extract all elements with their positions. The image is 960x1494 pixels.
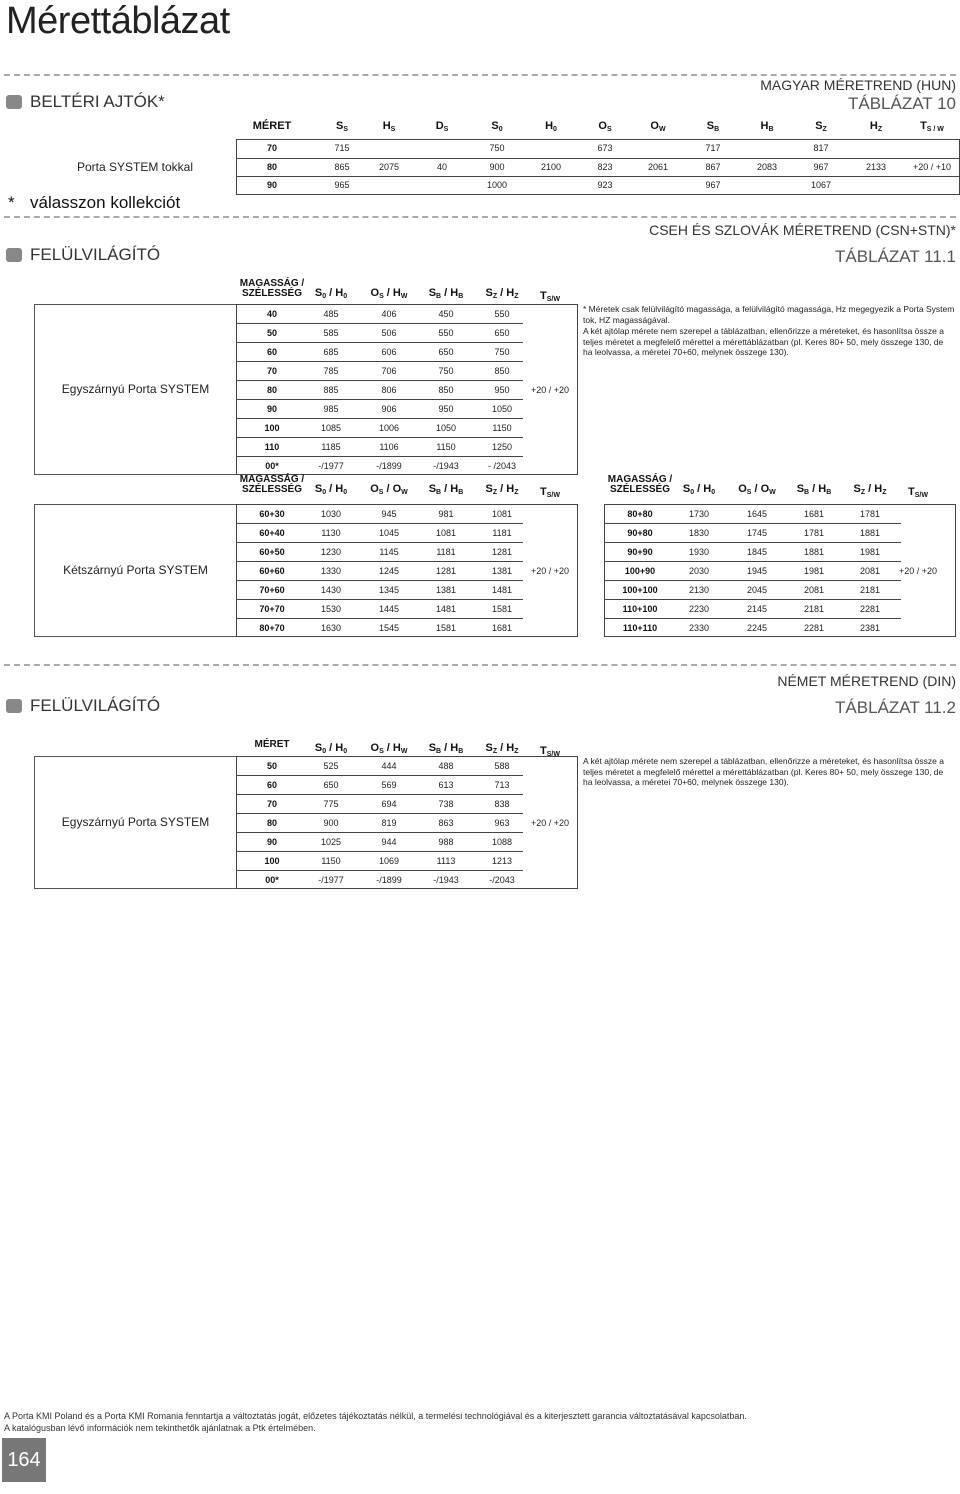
table-cell: 1088 [491,837,513,847]
row-divider [236,323,523,324]
row-divider [604,618,901,619]
footer-line: A Porta KMI Poland és a Porta KMI Romania fenntartja a változtatás jogát, előzetes tájékoztatás nélkül, a termelési technológiával és a kiterjesztett garancia változtatásával kapcsolatban. [4,1411,747,1421]
table-cell: 506 [381,328,397,338]
table-cell: 1150 [436,442,456,452]
table-cell: 1181 [492,528,512,538]
table-cell: 1745 [746,528,768,538]
column-header: $S_0 / H_0$ [682,483,716,496]
row-divider [236,523,523,524]
column-header: $S_Z / H_Z$ [485,287,519,300]
section-title: FELÜLVILÁGÍTÓ [30,696,161,715]
table-cell: 2281 [859,604,881,614]
table-cell: 650 [438,347,454,357]
column-header: MAGASSÁG / SZÉLESSÉG [239,474,305,495]
table-cell: -/1943 [433,875,459,885]
column-header: $S_0 / H_0$ [314,742,348,755]
row-divider [604,599,901,600]
table-cell: 2181 [803,604,825,614]
table-cell: 00* [265,875,279,885]
table-cell: 2281 [803,623,825,633]
table-cell: 963 [494,818,510,828]
table-cell: 2030 [688,566,710,576]
table-cell: 2133 [865,161,887,172]
table-cell: 550 [438,328,454,338]
table-cell: +20 / +20 [530,385,570,395]
table-cell: 70 [266,799,277,809]
column-header: $H_Z$ [869,120,883,133]
table-cell: 40 [266,309,277,319]
table-cell: 1481 [491,585,513,595]
row-divider [236,775,523,776]
table-cell: -/1899 [376,875,402,885]
table-cell: 850 [494,366,510,376]
table-cell: 90+80 [627,528,653,538]
footnote: * Méretek csak felülvilágító magassága, a felülvilágító magassága, Hz megegyezik a Porta System tok, HZ magasságával. [583,304,955,325]
table-cell: 717 [705,143,721,153]
table-cell: 1230 [320,547,342,557]
table-cell: 2100 [540,161,562,172]
table-cell: 1345 [378,585,400,595]
row-divider [236,870,523,871]
table-cell: 444 [381,761,397,771]
table-cell: 485 [323,309,339,319]
table-cell: 985 [323,404,339,414]
column-header: $O_S / O_W$ [738,483,776,496]
table-cell: 1981 [859,547,881,557]
column-header: $D_S$ [435,120,449,133]
table-cell: 100 [264,856,280,866]
bullet-icon [6,699,22,713]
table-cell: 2075 [378,161,400,172]
table-cell: 981 [438,509,454,519]
column-header: $O_S$ [598,120,612,133]
table-cell: 70+60 [259,585,285,595]
table-cell: 885 [323,385,339,395]
table-cell: 00* [265,461,279,471]
table-cell: 750 [494,347,510,357]
table-cell: 867 [705,161,721,172]
row-divider [236,418,523,419]
table-cell: 1681 [803,509,825,519]
table-cell: 2245 [746,623,768,633]
column-header: MÉRET [252,120,292,132]
table-cell: 588 [494,761,510,771]
column-header: $S_B$ [706,120,720,133]
table-cell: 1130 [321,528,341,538]
table-cell: 806 [381,385,397,395]
table-cell: 70 [266,366,277,376]
column-header: $O_W$ [650,120,666,133]
table-cell: 965 [334,180,350,190]
page-title: Mérettáblázat [6,0,230,42]
table-cell: 1881 [803,547,825,557]
row-divider [236,437,523,438]
section-heading [6,245,160,265]
table-cell: 488 [438,761,454,771]
section-title: FELÜLVILÁGÍTÓ [30,245,161,264]
table-cell: 945 [381,509,397,519]
table-cell: 1000 [486,180,508,190]
column-header: $S_0$ [491,120,503,133]
column-header: $S_Z / H_Z$ [485,742,519,755]
table-cell: 865 [334,161,350,172]
table-cell: 850 [438,385,454,395]
table-cell: -/1899 [376,461,402,471]
table-cell: 70+70 [259,604,285,614]
collection-note-text: válasszon kollekciót [30,193,181,212]
table-cell: - /2043 [487,461,517,471]
column-header: $H_S$ [382,120,396,133]
table-cell: 1581 [435,623,457,633]
column-header: $S_S$ [335,120,348,133]
table-cell: 1530 [320,604,342,614]
row-divider [604,542,901,543]
table-cell: 775 [323,799,339,809]
standard-label: CSEH ÉS SZLOVÁK MÉRETREND (CSN+STN)* [649,222,956,238]
table-cell: +20 / +20 [530,818,570,828]
table-cell: 60 [266,780,277,790]
table-cell: 1830 [688,528,710,538]
row-divider [236,813,523,814]
row-divider [236,851,523,852]
row-divider [236,832,523,833]
column-header: $O_S / O_W$ [370,483,408,496]
table-cell: +20 / +20 [898,566,938,576]
table-cell: -/1943 [433,461,459,471]
table-cell: 60+50 [259,547,285,557]
row-divider [604,580,901,581]
table-cell: 1067 [810,180,832,190]
table-cell: 923 [597,180,613,190]
table-cell: 450 [438,309,454,319]
table-cell: 950 [438,404,454,414]
table-cell: 1981 [803,566,825,576]
table-cell: 685 [323,347,339,357]
footer-line: A katalógusban lévő információk nem tekinthetők ajánlatnak a Ptk értelmében. [4,1423,316,1433]
table-cell: 750 [489,143,505,153]
table-cell: 863 [438,818,454,828]
page-number: 164 [2,1438,46,1482]
table-cell: 1445 [378,604,400,614]
column-header: $S_Z$ [815,120,827,133]
table-cell: 60+60 [259,566,285,576]
table-cell: 1181 [436,547,456,557]
table-cell: 1330 [320,566,342,576]
row-divider [236,380,523,381]
table-cell: 1025 [320,837,342,847]
table-cell: 80+80 [627,509,653,519]
table-cell: 90 [266,404,277,414]
column-header: MÉRET [254,739,290,750]
table-cell: 944 [381,837,397,847]
row-divider [236,542,523,543]
table-cell: 100+100 [622,585,658,595]
section-heading [6,696,160,716]
table-cell: 1645 [746,509,768,519]
column-header: MAGASSÁG / SZÉLESSÉG [239,278,305,299]
row-divider [236,176,960,177]
table-cell: 1481 [435,604,457,614]
table-cell: 713 [494,780,510,790]
table-cell: 1281 [435,566,457,576]
column-header: $H_B$ [760,120,774,133]
column-header: $S_B / H_B$ [428,287,464,300]
footnote: A két ajtólap mérete nem szerepel a táblázatban, ellenőrizze a méreteket, és hasonlítsa össze a teljes méretet a megfelelő mérettel a mérettáblázatban (pl. Keres 80+ 50, mely összege 130, de ha leolvassa, a méretei 70+60, melynek összege 130). [583,756,944,787]
table-cell: 110+110 [622,623,658,633]
table-cell: +20 / +20 [530,566,570,576]
row-divider [236,599,523,600]
table-cell: 80 [266,161,277,172]
column-header: $S_B / H_B$ [428,483,464,496]
table-cell: 60+40 [259,528,285,538]
table-cell: 613 [438,780,454,790]
column-header: MAGASSÁG / SZÉLESSÉG [607,474,673,495]
collection-note: * válasszon kollekciót [8,193,181,212]
table-cell: 819 [381,818,397,828]
row-divider [236,399,523,400]
table-cell: 1081 [435,528,457,538]
table-cell: 715 [334,143,350,153]
table-cell: -/1977 [318,461,344,471]
table-cell: 967 [705,180,721,190]
table-cell: 110+100 [622,604,658,614]
table-cell: 2181 [859,585,881,595]
table-cell: 585 [323,328,339,338]
section-title: BELTÉRI AJTÓK* [30,92,165,111]
row-divider [236,342,523,343]
table-cell: 2081 [803,585,825,595]
divider [4,74,956,76]
table-cell: 1145 [379,547,399,557]
table-cell: 900 [489,161,505,172]
table-cell: 50 [266,328,277,338]
table-cell: 1085 [320,423,342,433]
table-cell: 569 [381,780,397,790]
divider [4,216,956,218]
column-header: $S_B / H_B$ [428,742,464,755]
column-header: $S_Z / H_Z$ [853,483,887,496]
table-cell: 60 [266,347,277,357]
table-cell: 2061 [647,161,669,172]
table-cell: 1781 [803,528,825,538]
table-cell: -/1977 [318,875,344,885]
column-header: $S_Z / H_Z$ [485,483,519,496]
column-header: $S_B / H_B$ [796,483,832,496]
table-cell: 60+30 [259,509,285,519]
column-header: $O_S / H_W$ [370,287,408,300]
table-cell: 1050 [491,404,513,414]
table-cell: 2145 [746,604,768,614]
table-cell: 80 [266,818,277,828]
table-cell: 1213 [491,856,513,866]
column-header: $T_{S/W}$ [540,745,560,758]
table-cell: 1381 [435,585,457,595]
table-cell: 1430 [320,585,342,595]
section-heading [6,92,165,112]
table-cell: 1781 [859,509,881,519]
table-cell: 550 [494,309,510,319]
row-divider [236,580,523,581]
bullet-icon [6,95,22,109]
table-id: TÁBLÁZAT 11.2 [835,698,956,717]
table-cell: -/2043 [489,875,515,885]
table-cell: 673 [597,143,613,153]
table-cell: 40 [436,161,447,172]
table-cell: 1150 [492,423,512,433]
column-header: $O_S / H_W$ [370,742,408,755]
table-cell: 1381 [491,566,513,576]
footnote: A két ajtólap mérete nem szerepel a táblázatban, ellenőrizze a méreteket, és hasonlítsa össze a teljes méretet a megfelelő mérettel a mérettáblázatban (pl. Keres 80+ 50, mely összege 130, de ha leolvassa, a méretei 70+60, melynek összege 130). [583,326,944,357]
table-cell: 90+90 [627,547,653,557]
row-divider [604,561,901,562]
table-cell: 80+70 [259,623,285,633]
table-cell: 2081 [859,566,881,576]
table-cell: 650 [323,780,339,790]
table-cell: 950 [494,385,510,395]
row-group-label: Egyszárnyú Porta SYSTEM [34,304,236,475]
table-cell: 2130 [688,585,710,595]
table-cell: 650 [494,328,510,338]
table-cell: 406 [381,309,397,319]
column-header: $S_0 / H_0$ [314,287,348,300]
column-header: $T_{S / W}$ [920,120,944,133]
bullet-icon [6,248,22,262]
table-cell: 738 [438,799,454,809]
row-divider [236,794,523,795]
table-cell: 50 [266,761,277,771]
row-divider [236,561,523,562]
table-cell: 906 [381,404,397,414]
table-cell: 1030 [320,509,342,519]
row-divider [236,361,523,362]
table-cell: 823 [597,161,613,172]
table-cell: 525 [323,761,339,771]
table-cell: 80 [266,385,277,395]
table-cell: 1881 [859,528,881,538]
table-cell: 1106 [379,442,399,452]
column-header: $T_{S/W}$ [908,486,928,499]
table-cell: 967 [813,161,829,172]
row-divider [236,456,523,457]
table-cell: 2083 [756,161,778,172]
table-cell: +20 / +10 [912,161,952,172]
standard-label: NÉMET MÉRETREND (DIN) [777,673,956,689]
table-cell: 1245 [378,566,400,576]
table-cell: 1281 [491,547,513,557]
standard-label: MAGYAR MÉRETREND (HUN) [760,77,956,93]
table-cell: 1930 [688,547,710,557]
table-id: TÁBLÁZAT 10 [847,94,956,113]
table-cell: 1730 [688,509,710,519]
table-cell: 1050 [435,423,457,433]
table-cell: 1150 [321,856,341,866]
table-cell: 1945 [746,566,768,576]
table-cell: 900 [323,818,339,828]
column-header: $H_0$ [545,120,557,133]
table-cell: 70 [266,143,277,153]
row-group-label: Porta SYSTEM tokkal [76,159,194,174]
column-header: $T_{S/W}$ [540,486,560,499]
table-cell: 100+90 [624,566,656,576]
table-id: TÁBLÁZAT 11.1 [835,247,956,266]
table-cell: 2045 [746,585,768,595]
row-group-label: Kétszárnyú Porta SYSTEM [34,504,236,637]
table-cell: 1045 [378,528,400,538]
table-cell: 1845 [746,547,768,557]
table-cell: 606 [381,347,397,357]
table-cell: 817 [813,143,829,153]
table-cell: 1081 [491,509,513,519]
table-cell: 838 [494,799,510,809]
table-cell: 1545 [378,623,400,633]
table-cell: 2381 [859,623,881,633]
table-cell: 706 [381,366,397,376]
table-cell: 90 [266,180,277,190]
table-cell: 1185 [321,442,341,452]
column-header: $T_{S/W}$ [540,290,560,303]
table-cell: 100 [264,423,280,433]
table-cell: 694 [381,799,397,809]
divider [4,664,956,666]
table-cell: 1113 [436,856,456,866]
table-cell: 1250 [491,442,513,452]
table-cell: 750 [438,366,454,376]
table-cell: 90 [266,837,277,847]
table-cell: 1681 [491,623,513,633]
row-divider [604,523,901,524]
row-divider [236,158,960,159]
table-cell: 1006 [378,423,400,433]
table-cell: 1069 [378,856,400,866]
table-cell: 2330 [688,623,710,633]
row-group-label: Egyszárnyú Porta SYSTEM [34,756,236,889]
row-divider [236,618,523,619]
table-cell: 110 [264,442,280,452]
table-cell: 1630 [320,623,342,633]
table-cell: 785 [323,366,339,376]
table-cell: 2230 [688,604,710,614]
column-header: $S_0 / H_0$ [314,483,348,496]
table-cell: 1581 [491,604,513,614]
table-cell: 988 [438,837,454,847]
